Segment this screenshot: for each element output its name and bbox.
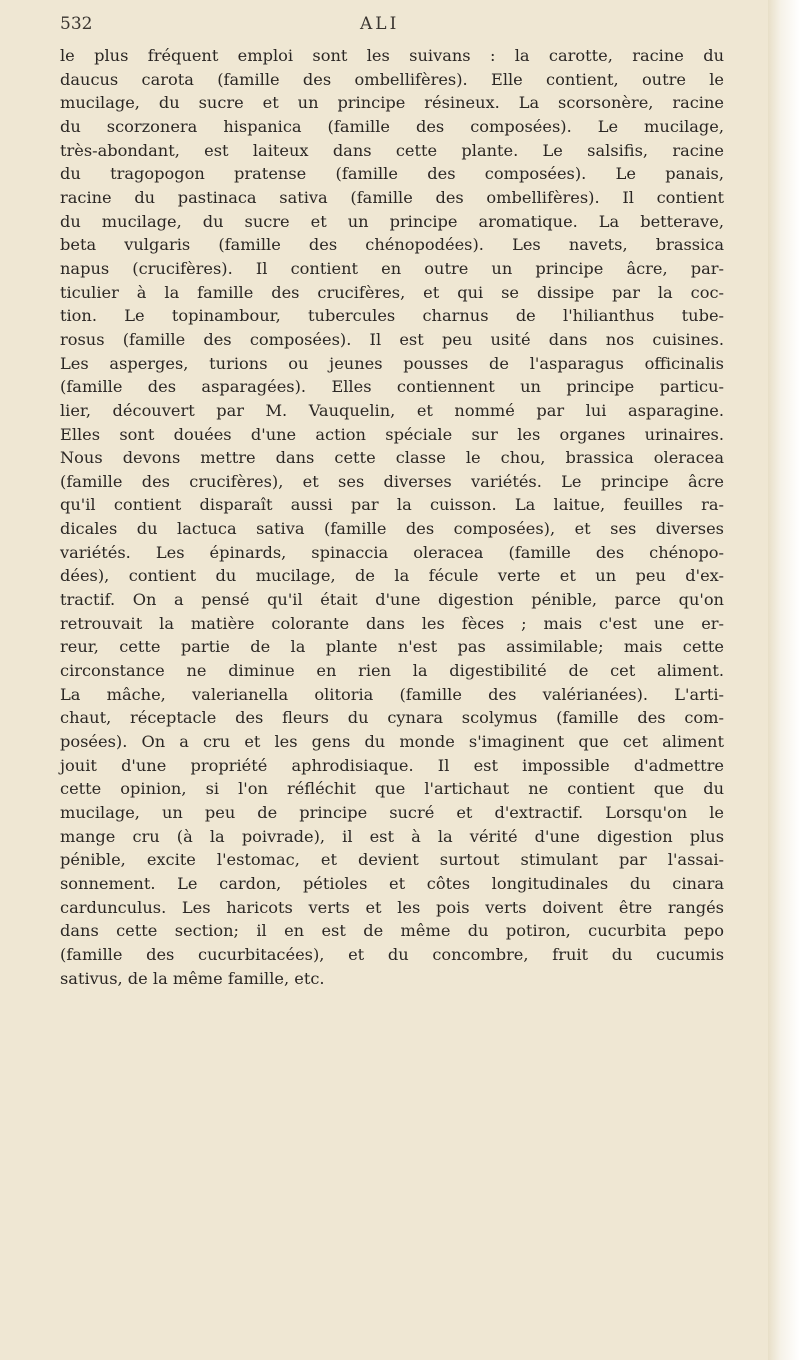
text-line: lier, découvert par M. Vauquelin, et nommé par lui asparagine.	[60, 400, 724, 420]
text-line: Nous devons mettre dans cette classe le chou, brassica oleracea	[60, 448, 724, 468]
page-edge-shadow	[768, 0, 800, 1360]
text-line: jouit d'une propriété aphrodisiaque. Il est impossible d'admettre	[60, 755, 724, 775]
text-line: mucilage, un peu de principe sucré et d'extractif. Lorsqu'on le	[60, 803, 724, 822]
text-line: cette opinion, si l'on réfléchit que l'artichaut ne contient que du	[60, 779, 724, 799]
text-line: Les asperges, turions ou jeunes pousses de l'asparagus officinalis	[60, 353, 724, 373]
text-line: ticulier à la famille des crucifères, et qui se dissipe par la coc-	[60, 282, 724, 302]
text-line: mucilage, du sucre et un principe résineux. La scorsonère, racine	[60, 93, 724, 113]
page-header	[60, 14, 720, 38]
text-line: napus (crucifères). Il contient en outre un principe âcre, par-	[60, 258, 724, 278]
text-line: chaut, réceptacle des fleurs du cynara scolymus (famille des com-	[60, 708, 724, 728]
text-line: du scorzonera hispanica (famille des composées). Le mucilage,	[60, 116, 724, 136]
text-line: tion. Le topinambour, tubercules charnus de l'hilianthus tube-	[60, 306, 724, 326]
text-line: (famille des crucifères), et ses diverses variétés. Le principe âcre	[60, 471, 724, 491]
text-line: très-abondant, est laiteux dans cette plante. Le salsifis, racine	[60, 140, 724, 160]
page-number: 532	[60, 14, 93, 34]
text-line: dicales du lactuca sativa (famille des composées), et ses diverses	[60, 519, 724, 539]
text-line: qu'il contient disparaît aussi par la cuisson. La laitue, feuilles ra-	[60, 495, 724, 515]
text-line: daucus carota (famille des ombellifères). Elle contient, outre le	[60, 69, 724, 89]
text-line: dans cette section; il en est de même du potiron, cucurbita pepo	[60, 921, 724, 941]
text-line: reur, cette partie de la plante n'est pas assimilable; mais cette	[60, 637, 724, 657]
text-line: beta vulgaris (famille des chénopodées). Les navets, brassica	[60, 235, 724, 255]
text-line: racine du pastinaca sativa (famille des ombellifères). Il contient	[60, 187, 724, 207]
text-line: Elles sont douées d'une action spéciale sur les organes urinaires.	[60, 424, 724, 444]
text-line: pénible, excite l'estomac, et devient surtout stimulant par l'assai-	[60, 850, 724, 870]
text-line: posées). On a cru et les gens du monde s'imaginent que cet aliment	[60, 732, 724, 752]
text-line: (famille des cucurbitacées), et du concombre, fruit du cucumis	[60, 944, 724, 964]
body-text	[60, 44, 724, 990]
text-line: variétés. Les épinards, spinaccia oleracea (famille des chénopo-	[60, 542, 724, 562]
running-head: ALI	[360, 14, 400, 34]
text-line: mange cru (à la poivrade), il est à la vérité d'une digestion plus	[60, 826, 724, 846]
text-line: sativus, de la même famille, etc.	[60, 968, 325, 988]
text-line: (famille des asparagées). Elles contiennent un principe particu-	[60, 377, 724, 397]
text-line: La mâche, valerianella olitoria (famille des valérianées). L'arti-	[60, 684, 724, 704]
text-line: du mucilage, du sucre et un principe aromatique. La betterave,	[60, 211, 724, 231]
text-line: tractif. On a pensé qu'il était d'une digestion pénible, parce qu'on	[60, 590, 724, 610]
text-line: cardunculus. Les haricots verts et les pois verts doivent être rangés	[60, 897, 724, 917]
text-line: sonnement. Le cardon, pétioles et côtes longitudinales du cinara	[60, 873, 724, 893]
text-line: le plus fréquent emploi sont les suivans : la carotte, racine du	[60, 46, 724, 65]
text-line: circonstance ne diminue en rien la digestibilité de cet aliment.	[60, 661, 724, 681]
text-line: du tragopogon pratense (famille des composées). Le panais,	[60, 164, 724, 184]
text-line: retrouvait la matière colorante dans les fèces ; mais c'est une er-	[60, 613, 724, 633]
text-line: rosus (famille des composées). Il est peu usité dans nos cuisines.	[60, 329, 724, 349]
text-line: dées), contient du mucilage, de la fécule verte et un peu d'ex-	[60, 566, 724, 586]
